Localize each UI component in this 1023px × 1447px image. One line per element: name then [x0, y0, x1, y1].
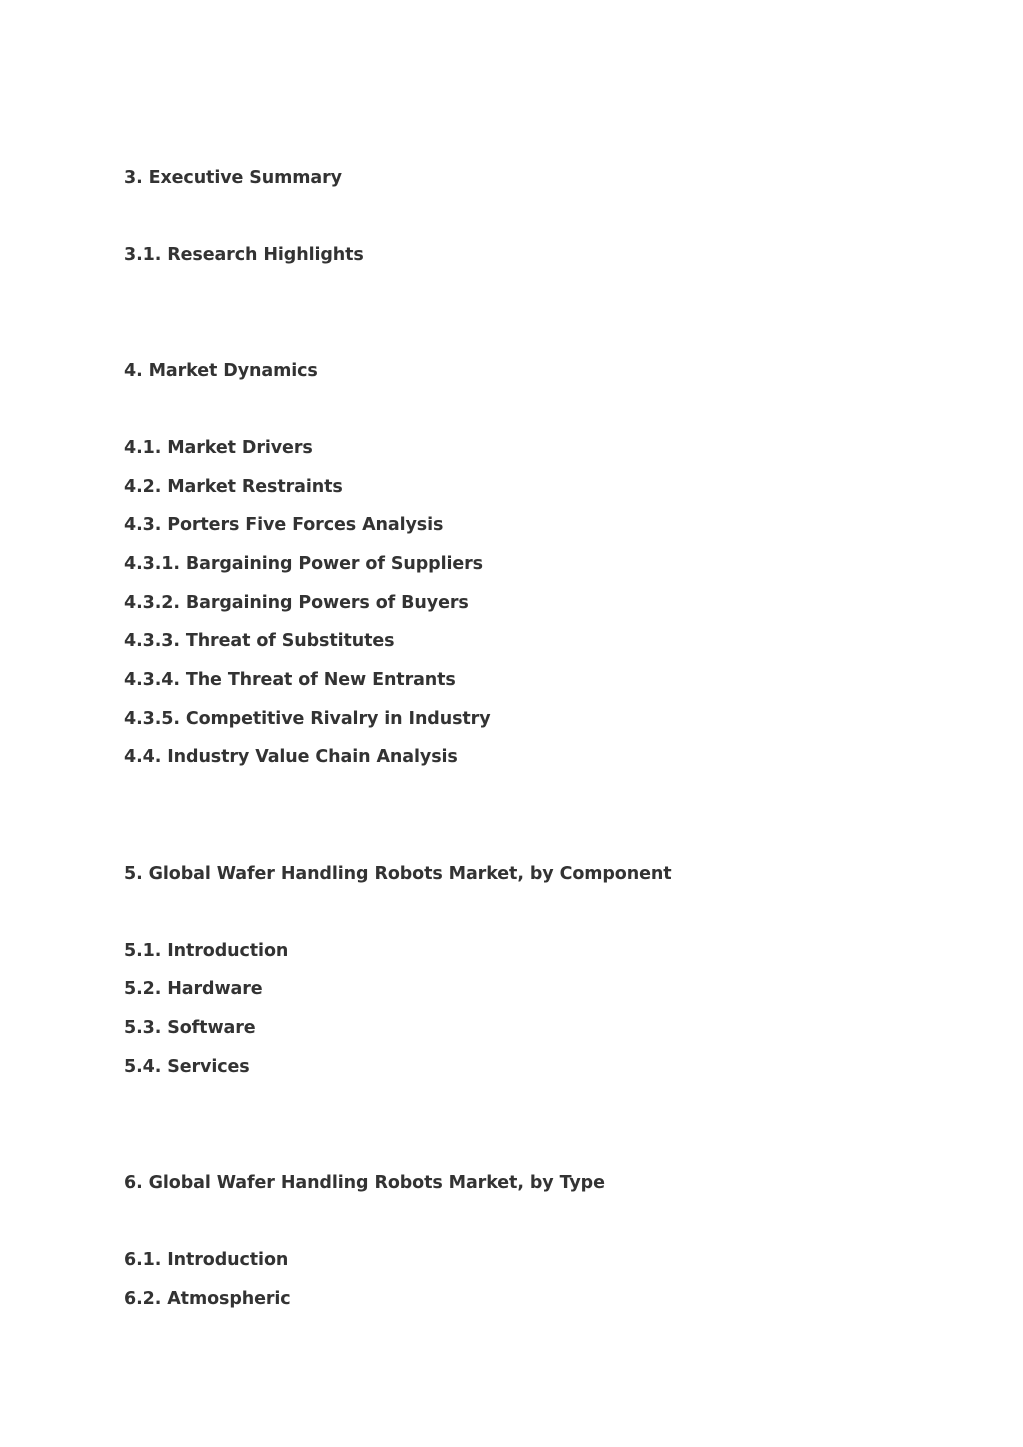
toc-section-heading: 5. Global Wafer Handling Robots Market, by Component: [124, 864, 672, 884]
toc-subsection: 6.2. Atmospheric: [124, 1289, 291, 1309]
toc-subsection: 5.1. Introduction: [124, 941, 289, 961]
toc-subsection: 4.1. Market Drivers: [124, 438, 313, 458]
toc-subsection: 4.3.5. Competitive Rivalry in Industry: [124, 709, 491, 729]
toc-section-heading: 6. Global Wafer Handling Robots Market, by Type: [124, 1173, 605, 1193]
toc-subsection: 5.3. Software: [124, 1018, 256, 1038]
toc-section-heading: 4. Market Dynamics: [124, 361, 318, 381]
toc-subsection: 4.3.4. The Threat of New Entrants: [124, 670, 456, 690]
toc-subsection: 5.4. Services: [124, 1057, 250, 1077]
toc-subsection: 4.3. Porters Five Forces Analysis: [124, 515, 444, 535]
toc-subsection: 6.1. Introduction: [124, 1250, 289, 1270]
toc-subsection: 4.4. Industry Value Chain Analysis: [124, 747, 458, 767]
toc-subsection: 5.2. Hardware: [124, 979, 263, 999]
toc-subsection: 4.2. Market Restraints: [124, 477, 343, 497]
toc-subsection: 4.3.3. Threat of Substitutes: [124, 631, 395, 651]
toc-subsection: 4.3.1. Bargaining Power of Suppliers: [124, 554, 483, 574]
toc-subsection: 3.1. Research Highlights: [124, 245, 364, 265]
toc-subsection: 4.3.2. Bargaining Powers of Buyers: [124, 593, 469, 613]
toc-section-heading: 3. Executive Summary: [124, 168, 342, 188]
